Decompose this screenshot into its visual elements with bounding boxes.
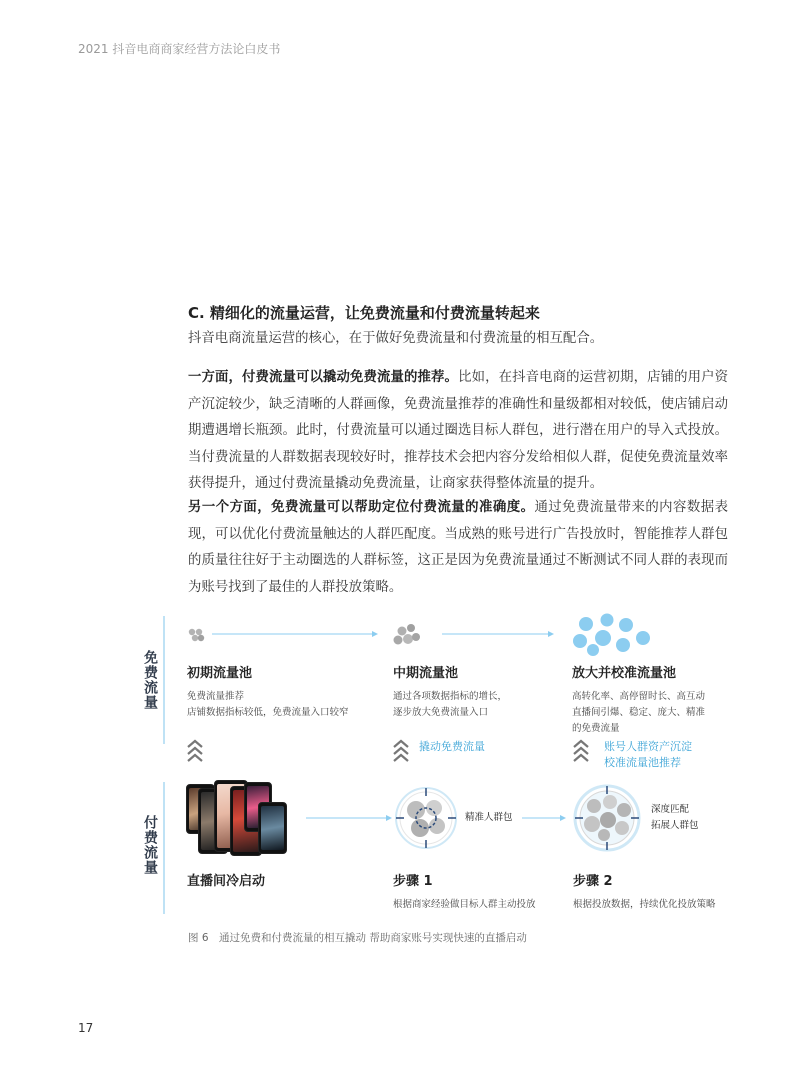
- paid-traffic-label: 付费流量: [142, 815, 158, 875]
- paragraph-2-bold: 另一个方面，免费流量可以帮助定位付费流量的准确度。: [188, 500, 535, 515]
- stage-cold-start-title: 直播间冷启动: [187, 874, 266, 889]
- expanded-tag-line-1: 深度匹配: [651, 804, 690, 815]
- stage-mid-pool: [393, 662, 563, 721]
- lever-free-traffic-label: 撬动免费流量: [419, 740, 485, 753]
- stage-step-2: [573, 870, 763, 913]
- expanded-tag-line-2: 拓展人群包: [651, 820, 699, 831]
- stage-early-title: 初期流量池: [187, 666, 253, 681]
- large-blue-dots-icon: [573, 614, 650, 657]
- stage-amplify-line-2: 直播间引爆、稳定、庞大、精准: [572, 707, 706, 718]
- section-title: C. 精细化的流量运营，让免费流量和付费流量转起来: [188, 304, 540, 322]
- step-1-desc: 根据商家经验做目标人群主动投放: [393, 899, 536, 910]
- stage-amplify-line-1: 高转化率、高停留时长、高互动: [572, 691, 706, 702]
- paragraph-1-bold: 一方面，付费流量可以撬动免费流量的推荐。: [188, 370, 459, 385]
- free-traffic-label: 免费流量: [142, 650, 158, 710]
- stage-mid-line-1: 通过各项数据指标的增长，: [393, 691, 508, 702]
- free-row-graphics: [0, 610, 793, 670]
- lead-paragraph: 抖音电商流量运营的核心，在于做好免费流量和付费流量的相互配合。: [188, 331, 604, 346]
- stage-early-line-1: 免费流量推荐: [187, 691, 245, 702]
- paragraph-1-text: 比如，在抖音电商的运营初期，店铺的用户资产沉淀较少，缺乏清晰的人群画像，免费流量推荐的准确性和量级都相对较低，使店铺启动期遭遇增长瓶颈。此时，付费流量可以通过圈选目标人群包，进行潜在用户的导入式投放。当付费流量的人群数据表现较好时，推荐技术会把内容分发给相似人群，促使免费流量效率获得提升，通过付费流量撬动免费流量，让商家获得整体流量的提升。: [188, 370, 729, 491]
- small-dots-icon: [189, 629, 204, 641]
- paragraph-2: [188, 495, 728, 601]
- lever-asset-line-1: 账号人群资产沉淀: [604, 740, 692, 753]
- expanded-audience-tag: [651, 802, 699, 834]
- stage-amplify-title: 放大并校准流量池: [572, 666, 677, 681]
- step-1-title: 步骤 1: [393, 874, 433, 889]
- page-number: 17: [78, 1021, 94, 1035]
- medium-dots-icon: [394, 624, 421, 645]
- chevrons-up-icon: [392, 738, 410, 766]
- stage-amplify-pool: [572, 662, 742, 737]
- stage-amplify-line-3: 的免费流量: [572, 723, 620, 734]
- chevrons-up-icon: [186, 738, 204, 766]
- stage-early-pool: [187, 662, 377, 721]
- chevrons-up-icon: [572, 738, 590, 766]
- paragraph-2-text: 通过免费流量带来的内容数据表现，可以优化付费流量触达的人群匹配度。当成熟的账号进行广告投放时，智能推荐人群包的质量往往好于主动圈选的人群标签，这正是因为免费流量通过不断测试不同人群的表现而为账号找到了最佳的人群投放策略。: [188, 500, 728, 595]
- flow-diagram: [0, 610, 793, 920]
- stage-mid-line-2: 逐步放大免费流量入口: [393, 707, 489, 718]
- expanded-audience-icon: [575, 786, 639, 850]
- lever-asset-label: [604, 739, 692, 771]
- step-2-desc: 根据投放数据，持续优化投放策略: [573, 899, 716, 910]
- stage-mid-title: 中期流量池: [393, 666, 459, 681]
- stage-mid-desc: [393, 689, 563, 721]
- step-2-title: 步骤 2: [573, 874, 613, 889]
- target-audience-tag: 精准人群包: [465, 812, 513, 823]
- stage-step-1: [393, 870, 573, 913]
- lever-asset-line-2: 校准流量池推荐: [604, 756, 681, 769]
- stage-amplify-desc: [572, 689, 742, 737]
- stage-early-desc: [187, 689, 377, 721]
- paragraph-1: [188, 365, 728, 498]
- target-audience-icon: [396, 788, 456, 848]
- stage-early-line-2: 店铺数据指标较低，免费流量入口较窄: [187, 707, 349, 718]
- figure-caption: 图 6 通过免费和付费流量的相互撬动 帮助商家账号实现快速的直播启动: [188, 932, 527, 944]
- running-header: 2021 抖音电商商家经营方法论白皮书: [78, 42, 281, 56]
